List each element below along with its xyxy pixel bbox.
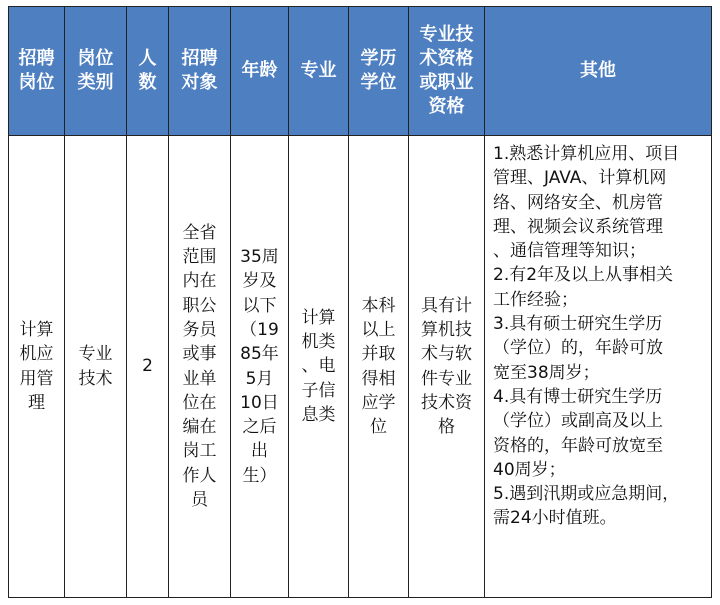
header-position-line2: 岗位 bbox=[18, 72, 55, 93]
header-count bbox=[127, 7, 169, 136]
cell-age-line-10: 生） bbox=[242, 465, 277, 486]
cell-other-line-9: （学位）的，年龄可放 bbox=[493, 338, 663, 359]
recruitment-table-wrapper bbox=[8, 6, 711, 598]
cell-qualification-line-1: 具有计 bbox=[421, 295, 472, 316]
cell-age bbox=[231, 136, 289, 598]
cell-other-line-5: 、通信管理等知识； bbox=[493, 241, 646, 262]
header-category bbox=[65, 7, 127, 136]
cell-other-line-1: 1.熟悉计算机应用、项目 bbox=[493, 144, 680, 164]
header-row bbox=[9, 7, 712, 136]
header-other bbox=[485, 7, 712, 136]
cell-target-line-9: 编在 bbox=[182, 417, 217, 438]
header-target-line2: 对象 bbox=[181, 72, 218, 93]
cell-age-line-6: 5月 bbox=[245, 368, 274, 389]
cell-other-line-3: 络、网络安全、机房管 bbox=[493, 192, 663, 213]
cell-degree-line-5: 应学 bbox=[361, 392, 396, 413]
cell-other-line-11: 4.具有博士研究生学历 bbox=[493, 386, 663, 407]
cell-category bbox=[65, 136, 127, 598]
recruitment-table bbox=[8, 6, 712, 598]
cell-major-line-2: 机类 bbox=[301, 332, 336, 353]
cell-major bbox=[289, 136, 349, 598]
cell-other-line-7: 工作经验； bbox=[493, 289, 578, 310]
header-target bbox=[169, 7, 231, 136]
cell-category-line-2: 技术 bbox=[78, 368, 113, 389]
cell-other-line-8: 3.具有硕士研究生学历 bbox=[493, 314, 663, 335]
cell-other-line-12: （学位）或副高及以上 bbox=[493, 411, 663, 432]
header-category-line2: 类别 bbox=[77, 72, 114, 93]
header-age-line1: 年龄 bbox=[241, 60, 278, 81]
cell-other-line-13: 资格的，年龄可放宽至 bbox=[493, 435, 663, 456]
cell-target-line-11: 作人 bbox=[182, 465, 217, 486]
cell-target-line-10: 岗工 bbox=[182, 441, 217, 462]
header-position-line1: 招聘 bbox=[18, 48, 55, 69]
cell-degree-line-3: 并取 bbox=[361, 344, 396, 365]
cell-position bbox=[9, 136, 65, 598]
cell-position-line-3: 用管 bbox=[19, 368, 54, 389]
cell-other-line-15: 5.遇到汛期或应急期间， bbox=[493, 484, 680, 505]
cell-other-line-2: 管理、JAVA、计算机网 bbox=[493, 168, 667, 189]
header-degree-line1: 学历 bbox=[360, 48, 397, 69]
cell-other-line-4: 理、视频会议系统管理 bbox=[493, 216, 663, 237]
cell-target-line-7: 业单 bbox=[182, 368, 217, 389]
cell-target-line-1: 全省 bbox=[182, 222, 217, 243]
cell-age-line-8: 之后 bbox=[242, 417, 277, 438]
cell-other bbox=[485, 136, 712, 598]
cell-age-line-7: 10日 bbox=[240, 392, 279, 413]
cell-major-line-1: 计算 bbox=[301, 307, 336, 328]
cell-position-line-1: 计算 bbox=[19, 319, 54, 340]
cell-other-line-10: 宽至38周岁； bbox=[493, 362, 600, 383]
header-qualification-line3: 或职业 bbox=[419, 72, 474, 93]
cell-category-line-1: 专业 bbox=[78, 344, 113, 365]
cell-degree-line-1: 本科 bbox=[361, 295, 396, 316]
cell-major-line-5: 息类 bbox=[301, 404, 336, 425]
header-target-line1: 招聘 bbox=[181, 48, 218, 69]
cell-major-line-4: 子信 bbox=[301, 380, 336, 401]
cell-target-line-6: 或事 bbox=[182, 344, 217, 365]
header-count-line1: 人 bbox=[138, 48, 157, 69]
header-age bbox=[231, 7, 289, 136]
cell-target-line-12: 员 bbox=[191, 489, 208, 510]
cell-position-line-4: 理 bbox=[28, 392, 45, 413]
cell-age-line-2: 岁及 bbox=[242, 271, 277, 292]
cell-age-line-4: （19 bbox=[240, 319, 279, 340]
cell-other-line-6: 2.有2年及以上从事相关 bbox=[493, 265, 674, 286]
header-qualification-line1: 专业技 bbox=[419, 24, 474, 45]
cell-target bbox=[169, 136, 231, 598]
header-major-line1: 专业 bbox=[300, 60, 337, 81]
cell-target-line-5: 务员 bbox=[182, 319, 217, 340]
cell-age-line-5: 85年 bbox=[240, 344, 279, 365]
header-degree-line2: 学位 bbox=[360, 72, 397, 93]
cell-degree-line-2: 以上 bbox=[361, 319, 396, 340]
cell-position-line-2: 机应 bbox=[19, 344, 54, 365]
cell-qualification-line-5: 技术资 bbox=[421, 392, 472, 413]
cell-degree bbox=[349, 136, 409, 598]
cell-qualification-line-3: 术与软 bbox=[421, 344, 472, 365]
header-qualification-line2: 术资格 bbox=[419, 48, 474, 69]
cell-degree-line-6: 位 bbox=[370, 417, 387, 438]
header-count-line2: 数 bbox=[138, 72, 157, 93]
cell-age-line-1: 35周 bbox=[240, 247, 279, 268]
cell-qualification bbox=[409, 136, 485, 598]
cell-target-line-3: 内在 bbox=[182, 271, 217, 292]
cell-qualification-line-2: 算机技 bbox=[421, 319, 472, 340]
cell-qualification-line-4: 件专业 bbox=[421, 368, 472, 389]
cell-age-line-9: 出 bbox=[251, 441, 268, 462]
header-category-line1: 岗位 bbox=[77, 48, 114, 69]
cell-major-line-3: 、电 bbox=[301, 356, 336, 377]
cell-degree-line-4: 得相 bbox=[361, 368, 396, 389]
header-other-line1: 其他 bbox=[580, 60, 616, 81]
table-row bbox=[9, 136, 712, 598]
header-position bbox=[9, 7, 65, 136]
cell-count-value: 2 bbox=[142, 356, 153, 377]
header-degree bbox=[349, 7, 409, 136]
cell-other-line-16: 需24小时值班。 bbox=[493, 508, 617, 529]
header-major bbox=[289, 7, 349, 136]
header-qualification bbox=[409, 7, 485, 136]
cell-age-line-3: 以下 bbox=[242, 295, 277, 316]
cell-target-line-8: 位在 bbox=[182, 392, 217, 413]
header-qualification-line4: 资格 bbox=[428, 96, 465, 117]
cell-target-line-4: 职公 bbox=[182, 295, 217, 316]
cell-qualification-line-6: 格 bbox=[438, 417, 455, 438]
cell-count bbox=[127, 136, 169, 598]
cell-other-line-14: 40周岁； bbox=[493, 459, 566, 480]
cell-target-line-2: 范围 bbox=[182, 247, 217, 268]
